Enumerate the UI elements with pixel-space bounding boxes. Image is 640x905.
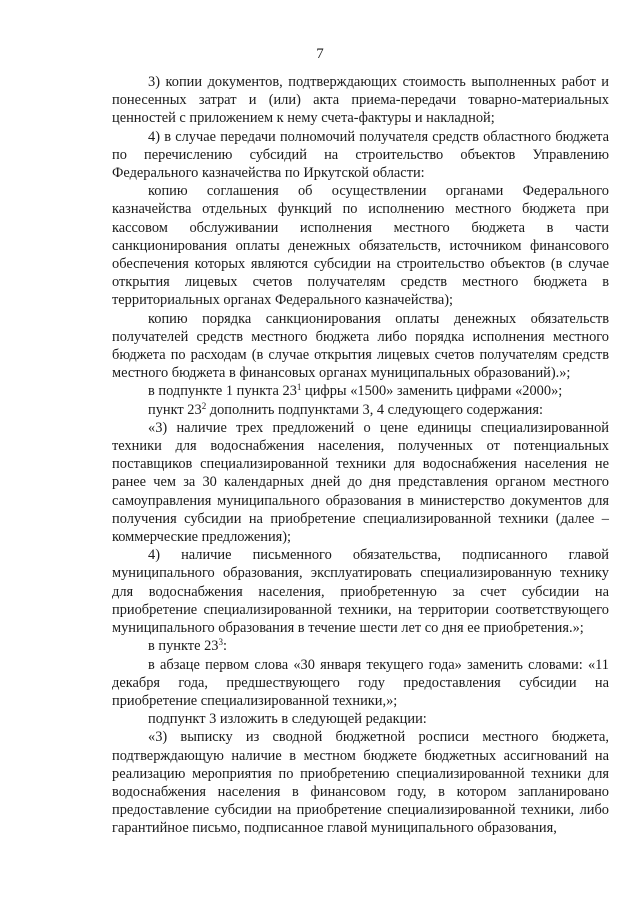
superscript: 2 [201, 400, 207, 411]
superscript: 1 [296, 382, 302, 393]
restated-subpoint-3: «3) выписку из сводной бюджетной росписи местного бюджета, подтверждающую наличие в местном бюджете бюджетных ассигнований на реализацию мероприятия по приобретению специализированной техники для водоснабжения населения в финансовом году, в котором запланировано предоставление субсидии на приобретение специализированной техники, либо гарантийное письмо, подписанное главой муниципального образования, [112, 729, 609, 837]
paragraph-agreement-copy: копию соглашения об осуществлении органами Федерального казначейства отдельных функций по исполнению местного бюджета при кассовом обслуживании исполнения местного бюджета в части санкционирования оплаты денежных обязательств, источником финансового обеспечения которых являются субсидии на строительство объектов (в случае открытия лицевых счетов получателям средств местного бюджета в территориальных органах Федерального казначейства); [112, 183, 609, 309]
amendment-text: в подпункте 1 пункта 23 [148, 383, 297, 400]
superscript: 3 [218, 637, 223, 648]
paragraph-procedure-copy: копию порядка санкционирования оплаты денежных обязательств получателей средств местного бюджета либо порядка исполнения местного бюджета по расходам (в случае открытия лицевых счетов получателям средств местного бюджета в финансовых органах муниципальных образований).»; [112, 310, 609, 382]
amendment-subpoint-1 [112, 382, 609, 400]
amendment-point-23-3 [112, 637, 609, 655]
amendment-text: дополнить подпунктами 3, 4 следующего содержания: [206, 401, 543, 418]
amendment-text: пункт 23 [148, 401, 202, 418]
amendment-text: в пункте 23 [148, 638, 219, 655]
first-paragraph-change: в абзаце первом слова «30 января текущего года» заменить словами: «11 декабря года, предшествующего году предоставления субсидии на приобретение специализированной техники,»; [112, 656, 609, 709]
new-subpoint-4: 4) наличие письменного обязательства, подписанного главой муниципального образования, эксплуатировать специализированную технику для водоснабжения населения, приобретенную за счет субсидии на приобретение специализированной техники, на территории соответствующего муниципального образования в течение шести лет со дня ее приобретения.»; [112, 547, 609, 637]
amendment-point-addition [112, 401, 609, 419]
paragraph-subpoint-3-copies: 3) копии документов, подтверждающих стоимость выполненных работ и понесенных затрат и (или) акта приема-передачи товарно-материальных ценностей с приложением к нему счета-фактуры и накладной; [112, 74, 609, 127]
amendment-text: : [222, 638, 227, 655]
subpoint-3-restate: подпункт 3 изложить в следующей редакции: [148, 711, 427, 728]
page-number: 7 [316, 46, 324, 62]
paragraph-subpoint-4-treasury: 4) в случае передачи полномочий получателя средств областного бюджета по перечислению субсидий на строительство объектов Управлению Федерального казначейства по Иркутской области: [112, 128, 609, 182]
amendment-text: цифры «1500» заменить цифрами «2000»; [301, 383, 563, 400]
new-subpoint-3: «3) наличие трех предложений о цене единицы специализированной техники для водоснабжения населения, полученных от потенциальных поставщиков специализированной техники для водоснабжения населения не ранее чем за 30 календарных дней до дня представления органом местного самоуправления муниципального образования в министерство документов для получения субсидии на приобретение специализированной техники (далее – коммерческие предложения); [112, 419, 609, 546]
document-body [112, 73, 609, 838]
